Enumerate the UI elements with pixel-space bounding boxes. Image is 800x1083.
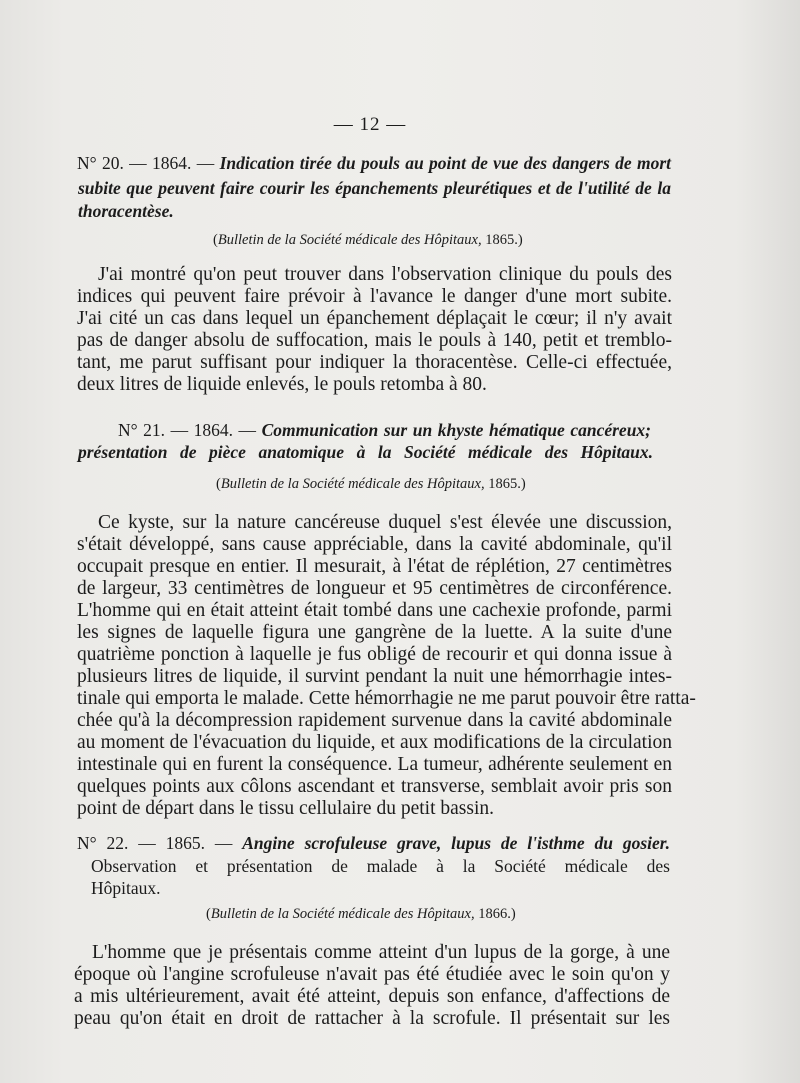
body-line: J'ai cité un cas dans lequel un épanchement déplaçait le cœur; il n'y avait — [77, 308, 672, 329]
body-line: point de départ dans le tissu cellulaire du petit bassin. — [77, 798, 494, 819]
body-line: s'était développé, sans cause appréciable, dans la cavité abdominale, qu'il — [77, 534, 672, 555]
body-line: J'ai montré qu'on peut trouver dans l'observation clinique du pouls des — [98, 264, 672, 285]
body-line: indices qui peuvent faire prévoir à l'avance le danger d'une mort subite. — [77, 286, 672, 307]
heading-line: thoracentèse. — [78, 201, 174, 221]
body-line: L'homme qui en était atteint était tombé dans une cachexie profonde, parmi — [77, 600, 672, 621]
entry-title: Indication tirée du pouls au point de vue des dangers de mort — [219, 153, 672, 173]
heading-line: présentation de pièce anatomique à la Société médicale des Hôpitaux. — [78, 442, 653, 462]
body-line: pas de danger absolu de suffocation, mais le pouls à 140, petit et tremblo- — [77, 330, 672, 351]
heading-line — [77, 152, 671, 174]
body-line: a mis ultérieurement, avait été atteint, depuis son enfance, d'affections de — [74, 986, 670, 1007]
body-line: occupait presque en entier. Il mesurait, à l'état de réplétion, 27 centimètres — [77, 556, 672, 577]
body-line: au moment de l'évacuation du liquide, et aux modifications de la circulation — [77, 732, 672, 753]
journal-name: Bulletin de la Société médicale des Hôpitaux, — [210, 906, 475, 922]
body-line: quatrième ponction à laquelle je fus obligé de recourir et qui donna issue à — [77, 644, 672, 665]
heading-line — [118, 419, 651, 441]
entry-title: Communication sur un khyste hématique cancéreux; — [261, 420, 652, 440]
heading-line: Hôpitaux. — [91, 878, 161, 898]
body-line: intestinale qui en furent la conséquence. La tumeur, adhérente seulement en — [77, 754, 672, 775]
journal-name: Bulletin de la Société médicale des Hôpitaux, — [217, 232, 482, 248]
body-line: époque où l'angine scrofuleuse n'avait pas été étudiée avec le soin qu'on y — [74, 964, 670, 985]
entry-20-source: (Bulletin de la Société médicale des Hôpitaux, 1865.) — [213, 232, 523, 248]
entry-number: N° 22. — 1865. — — [77, 833, 233, 853]
journal-name: Bulletin de la Société médicale des Hôpitaux, — [220, 476, 485, 492]
heading-line — [77, 832, 670, 854]
entry-number: N° 20. — 1864. — — [77, 153, 215, 173]
body-line: deux litres de liquide enlevés, le pouls retomba à 80. — [77, 374, 487, 395]
entry-22-source: (Bulletin de la Société médicale des Hôpitaux, 1866.) — [206, 906, 516, 922]
body-line: Ce kyste, sur la nature cancéreuse duquel s'est élevée une discussion, — [98, 512, 672, 533]
heading-line: Observation et présentation de malade à la Société médicale des — [91, 856, 670, 876]
entry-title: Angine scrofuleuse grave, lupus de l'isthme du gosier. — [242, 833, 670, 853]
body-line: tant, me parut suffisant pour indiquer la thoracentèse. Celle-ci effectuée, — [77, 352, 672, 373]
entry-21-source: (Bulletin de la Société médicale des Hôpitaux, 1865.) — [216, 476, 526, 492]
body-line: tinale qui emporta le malade. Cette hémorrhagie ne me parut pouvoir être ratta- — [77, 688, 696, 709]
body-line: de largeur, 33 centimètres de longueur et 95 centimètres de circonférence. — [77, 578, 672, 599]
heading-line: subite que peuvent faire courir les épanchements pleurétiques et de l'utilité de la — [78, 178, 671, 198]
body-line: chée qu'à la décompression rapidement survenue dans la cavité abdominale — [77, 710, 672, 731]
body-line: L'homme que je présentais comme atteint d'un lupus de la gorge, à une — [92, 942, 670, 963]
body-line: quelques points aux côlons ascendant et transverse, semblait avoir pris son — [77, 776, 672, 797]
body-line: plusieurs litres de liquide, il survint pendant la nuit une hémorrhagie intes- — [77, 666, 672, 687]
body-line: les signes de laquelle figura une gangrène de la luette. A la suite d'une — [77, 622, 672, 643]
entry-number: N° 21. — 1864. — — [118, 420, 257, 440]
page-number: — 12 — — [333, 114, 407, 135]
body-line: peau qu'on était en droit de rattacher à la scrofule. Il présentait sur les — [74, 1008, 670, 1029]
